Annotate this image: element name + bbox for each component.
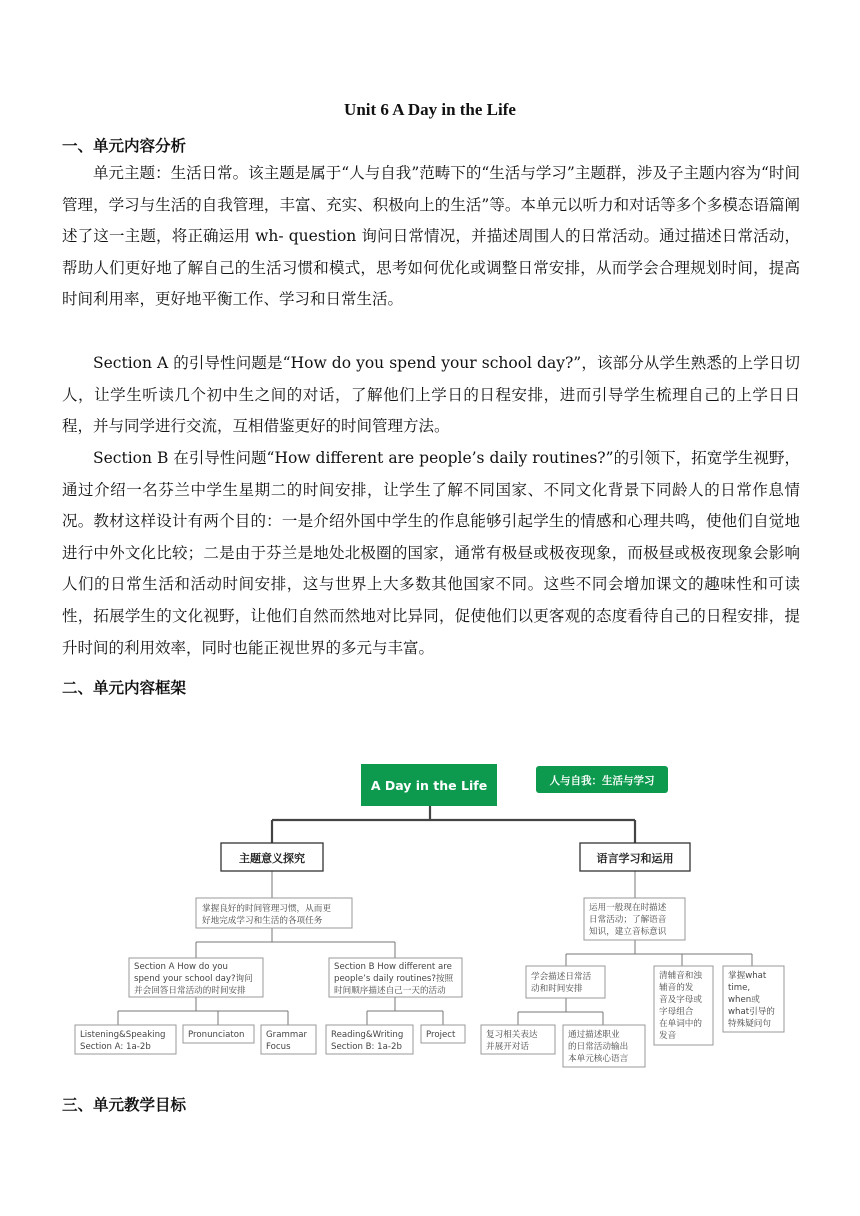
leaf-project-text: Project <box>426 1030 456 1040</box>
svg-text:学会描述日常活: 学会描述日常活 <box>531 972 592 982</box>
svg-text:Section A How do you: Section A How do you <box>134 962 228 972</box>
svg-text:音及字母或: 音及字母或 <box>659 995 702 1005</box>
svg-text:掌握良好的时间管理习惯，从而更: 掌握良好的时间管理习惯，从而更 <box>202 904 331 914</box>
svg-text:掌握what: 掌握what <box>728 971 767 981</box>
svg-text:辅音的发: 辅音的发 <box>659 983 694 993</box>
svg-text:并会回答日常活动的时间安排: 并会回答日常活动的时间安排 <box>134 986 246 996</box>
section-heading-framework: 二、单元内容框架 <box>62 679 187 697</box>
root-node-label: A Day in the Life <box>370 778 488 793</box>
svg-text:when或: when或 <box>728 995 760 1005</box>
svg-text:清辅音和浊: 清辅音和浊 <box>659 971 702 981</box>
svg-text:复习相关表达: 复习相关表达 <box>486 1030 538 1040</box>
page-title: Unit 6 A Day in the Life <box>344 100 516 119</box>
svg-text:好地完成学习和生活的各项任务: 好地完成学习和生活的各项任务 <box>202 916 323 926</box>
branch-theme-exploration-label: 主题意义探究 <box>239 852 305 865</box>
svg-text:运用一般现在时描述: 运用一般现在时描述 <box>589 903 667 913</box>
svg-text:Listening&Speaking: Listening&Speaking <box>80 1030 166 1040</box>
paragraph-section-b: Section B 在引导性问题“How different are people’s daily routines?”的引领下，拓宽学生视野，通过介绍一名芬兰中学生星期二的时间安排，让学生了解不同国家、不同文化背景下同龄人的日常作息情况。教材这样设计有两个目的：一是介绍外国中学生的作息能够引起学生的情感和心理共鸣，使他们自觉地进行中外文化比较；二是由于芬兰是地处北极圈的国家，通常有极昼或极夜现象，而极昼或极夜现象会影响人们的日常生活和活动时间安排，这与世界上大多数其他国家不同。这些不同会增加课文的趣味性和可读性，拓展学生的文化视野，让他们自然而然地对比异同，促使他们以更客观的态度看待自己的日程安排，提升时间的利用效率，同时也能正视世界的多元与丰富。 <box>62 449 800 657</box>
svg-text:Section B How different are: Section B How different are <box>334 962 452 972</box>
svg-text:特殊疑问句: 特殊疑问句 <box>728 1019 771 1029</box>
section-heading-objectives: 三、单元教学目标 <box>62 1096 187 1114</box>
svg-text:动和时间安排: 动和时间安排 <box>531 984 583 994</box>
svg-text:的日常活动输出: 的日常活动输出 <box>568 1042 629 1052</box>
svg-text:Grammar: Grammar <box>266 1030 308 1040</box>
svg-text:Section B: 1a-2b: Section B: 1a-2b <box>331 1042 402 1052</box>
svg-text:通过描述职业: 通过描述职业 <box>568 1030 620 1040</box>
svg-text:字母组合: 字母组合 <box>659 1007 694 1017</box>
svg-text:知识，建立音标意识: 知识，建立音标意识 <box>589 927 667 937</box>
svg-text:并展开对话: 并展开对话 <box>486 1042 529 1052</box>
svg-text:spend your school day?询问: spend your school day?询问 <box>134 974 253 984</box>
svg-text:发音: 发音 <box>659 1031 677 1041</box>
theme-tag-label: 人与自我：生活与学习 <box>549 775 655 787</box>
section-b-text <box>334 962 454 996</box>
svg-text:Focus: Focus <box>266 1042 291 1052</box>
section-heading-analysis: 一、单元内容分析 <box>62 137 187 155</box>
svg-text:Reading&Writing: Reading&Writing <box>331 1030 404 1040</box>
branch-language-use-label: 语言学习和运用 <box>596 852 674 865</box>
right-leaf-output-text <box>568 1028 629 1064</box>
leaf-pronunciation-text: Pronunciaton <box>188 1030 245 1040</box>
svg-text:time,: time, <box>728 983 751 993</box>
svg-text:时间顺序描述自己一天的活动: 时间顺序描述自己一天的活动 <box>334 986 446 996</box>
svg-text:people’s daily routines?按照: people’s daily routines?按照 <box>334 974 454 984</box>
paragraph-section-a: Section A 的引导性问题是“How do you spend your school day?”，该部分从学生熟悉的上学日切人，让学生听读几个初中生之间的对话，了解他们上学日的日程安排，进而引导学生梳理自己的上学日日程，并与同学进行交流，互相借鉴更好的时间管理方法。 <box>62 354 800 436</box>
svg-text:本单元核心语言: 本单元核心语言 <box>568 1054 629 1064</box>
svg-text:Section A: 1a-2b: Section A: 1a-2b <box>80 1042 151 1052</box>
svg-text:what引导的: what引导的 <box>728 1007 775 1017</box>
paragraph-theme: 单元主题：生活日常。该主题是属于“人与自我”范畴下的“生活与学习”主题群，涉及子主题内容为“时间管理，学习与生活的自我管理，丰富、充实、积极向上的生活”等。本单元以听力和对话等多个多模态语篇阐述了这一主题，将正确运用 wh- question 询问日常情况，并描述周围人的日常活动。通过描述日常活动，帮助人们更好地了解自己的生活习惯和模式，思考如何优化或调整日常安排，从而学会合理规划时间，提高时间利用率，更好地平衡工作、学习和日常生活。 <box>62 164 800 309</box>
svg-text:日常活动；了解语音: 日常活动；了解语音 <box>589 915 667 925</box>
svg-text:在单词中的: 在单词中的 <box>659 1019 702 1029</box>
right-goal-text <box>589 901 667 937</box>
